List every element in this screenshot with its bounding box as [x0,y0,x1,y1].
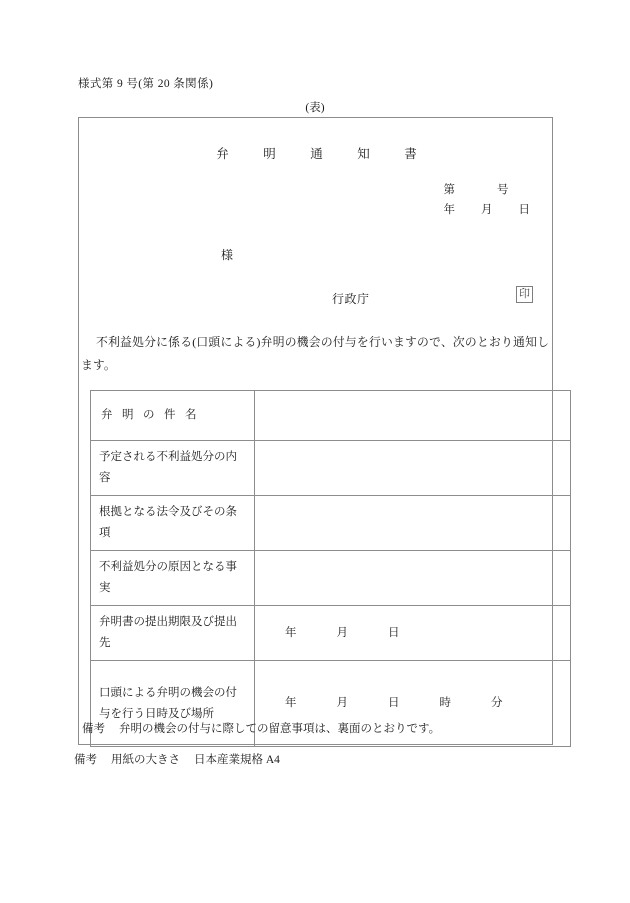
outer-remark-subject: 用紙の大きさ [111,754,180,766]
document-date-line [444,200,531,220]
seal-stamp-box: 印 [516,286,533,303]
hearing-minute-label: 分 [491,697,503,709]
deadline-year-label: 年 [285,626,297,639]
deadline-date-placeholder [263,623,562,644]
inner-remark-keyword: 備考 [82,723,105,735]
outer-remark-value: 日本産業規格 A4 [194,754,280,766]
outer-remark-keyword: 備考 [74,754,97,766]
hearing-year-label: 年 [285,697,297,709]
table-row [91,391,571,441]
inner-remark-text: 弁明の機会の付与に際しての留意事項は、裏面のとおりです。 [119,723,441,735]
number-date-block [444,180,531,220]
row-value-subject[interactable] [255,391,571,441]
row-value-planned-disposition[interactable] [255,441,571,496]
row-label-subject-text: 弁明の件名 [101,409,206,421]
body-paragraph: 不利益処分に係る(口頭による)弁明の機会の付与を行いますので、次のとおり通知します。 [81,335,549,372]
document-number-line [444,180,531,200]
hearing-datetime-placeholder [263,693,562,714]
row-label-oral-hearing: 口頭による弁明の機会の付与を行う日時及び場所 [91,661,255,747]
deadline-month-label: 月 [336,626,348,639]
number-unit-label: 号 [497,184,509,196]
form-number-label: 様式第 9 号(第 20 条関係) [78,78,214,90]
row-label-cause-facts: 不利益処分の原因となる事実 [91,551,255,606]
table-row [91,551,571,606]
table-row [91,496,571,551]
issuing-agency-label: 行政庁 [332,292,370,306]
form-frame [78,117,553,745]
hearing-hour-label: 時 [439,697,451,709]
side-label: (表) [305,102,325,114]
row-value-cause-facts[interactable] [255,551,571,606]
inner-remark [82,720,440,736]
row-value-submission-deadline[interactable] [255,606,571,661]
notice-details-table [90,390,571,747]
page-title: 弁 明 通 知 書 [216,147,428,161]
date-year-label: 年 [443,204,455,216]
date-month-label: 月 [481,204,493,216]
deadline-day-label: 日 [388,626,400,639]
addressee-suffix: 様 [221,248,234,262]
hearing-month-label: 月 [336,697,348,709]
date-day-label: 日 [518,204,530,216]
outer-remark [74,751,280,767]
hearing-day-label: 日 [388,697,400,709]
number-prefix-label: 第 [443,184,455,196]
row-label-legal-basis: 根拠となる法令及びその条項 [91,496,255,551]
row-label-subject [91,391,255,441]
table-row [91,606,571,661]
table-row [91,441,571,496]
row-label-submission-deadline: 弁明書の提出期限及び提出先 [91,606,255,661]
row-label-planned-disposition: 予定される不利益処分の内容 [91,441,255,496]
row-value-legal-basis[interactable] [255,496,571,551]
